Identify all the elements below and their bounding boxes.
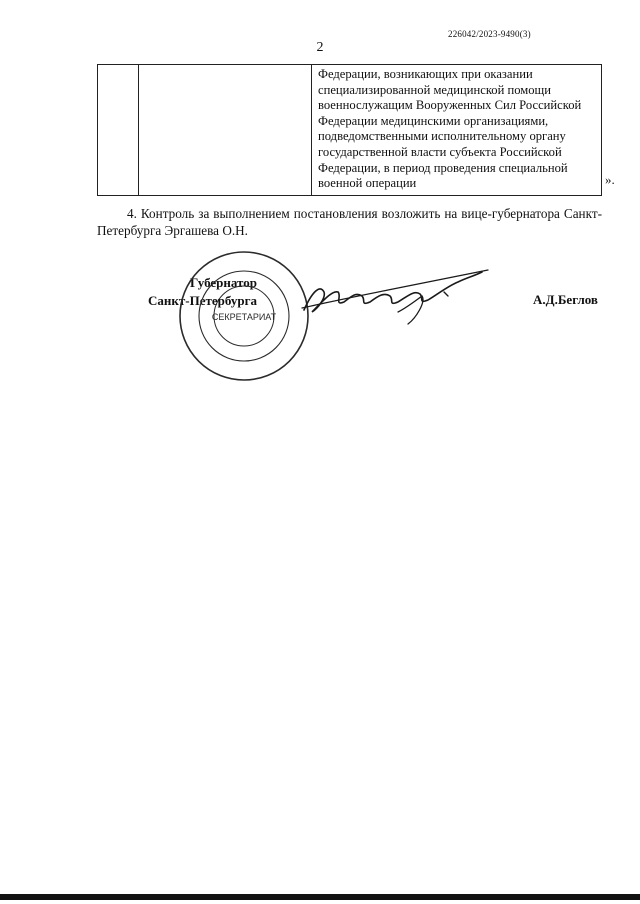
continuation-table — [97, 64, 602, 196]
table-cell-description — [312, 65, 602, 196]
table-row — [98, 65, 602, 196]
table-text-line: специализированной медицинской помощи — [318, 82, 551, 97]
bottom-edge-bar — [0, 894, 640, 900]
title-line-2: Санкт-Петербурга — [148, 293, 257, 308]
table-text-line: Федерации, в период проведения специальной — [318, 160, 568, 175]
title-line-1: Губернатор — [189, 275, 257, 290]
official-seal — [176, 248, 312, 384]
handwritten-signature — [298, 262, 498, 332]
document-id: 226042/2023-9490(3) — [448, 29, 531, 39]
seal-center-text: СЕКРЕТАРИАТ — [211, 312, 277, 322]
table-cell-number — [98, 65, 139, 196]
table-text-line: Федерации медицинскими организациями, — [318, 113, 549, 128]
paragraph-4: 4. Контроль за выполнением постановления возложить на вице-губернатора Санкт-Петербурга Эргашева О.Н. — [97, 206, 602, 238]
table-text-line: государственной власти субъекта Российской — [318, 144, 562, 159]
table-text-line: Федерации, возникающих при оказании — [318, 67, 533, 81]
closing-quote: ». — [605, 172, 615, 187]
table-text-line: военной операции — [318, 176, 417, 191]
signatory-name: А.Д.Беглов — [533, 292, 598, 307]
table-text-line: подведомственными исполнительному органу — [318, 129, 566, 144]
page-number: 2 — [316, 40, 324, 55]
table-text-line: военнослужащим Вооруженных Сил Российской — [318, 98, 582, 113]
table-cell-name — [139, 65, 312, 196]
